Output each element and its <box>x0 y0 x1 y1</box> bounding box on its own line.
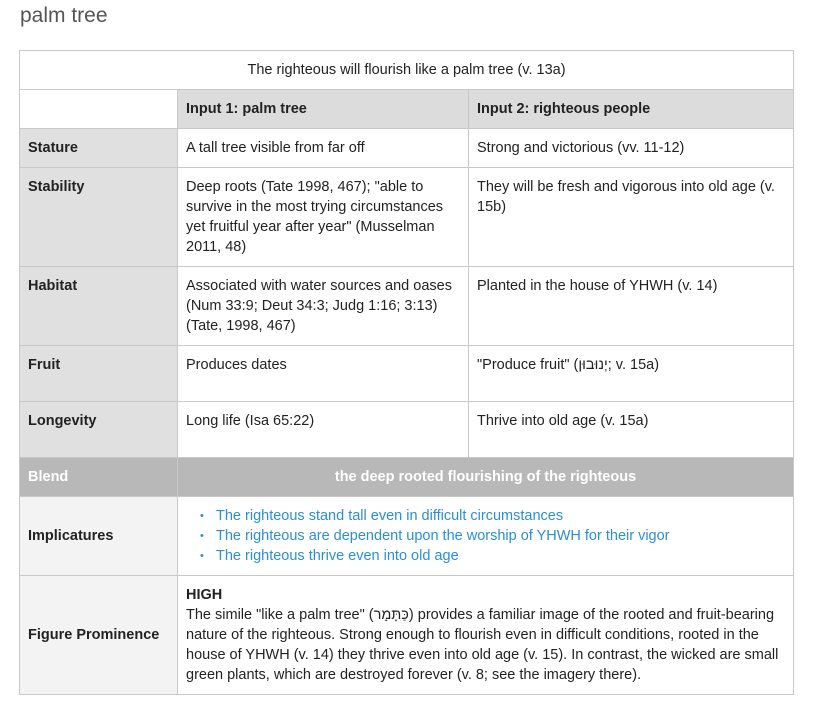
implicatures-cell <box>178 497 794 576</box>
input1-cell: Produces dates <box>178 346 469 402</box>
row-label: Stability <box>20 168 178 267</box>
input2-cell: Thrive into old age (v. 15a) <box>469 402 794 458</box>
blend-label: Blend <box>20 458 178 497</box>
row-label: Stature <box>20 129 178 168</box>
input2-cell: They will be fresh and vigorous into old age (v. 15b) <box>469 168 794 267</box>
blend-analysis-table <box>19 50 794 695</box>
input1-header: Input 1: palm tree <box>178 90 469 129</box>
blend-row <box>20 458 794 497</box>
input2-header: Input 2: righteous people <box>469 90 794 129</box>
implicatures-label: Implicatures <box>20 497 178 576</box>
row-label: Longevity <box>20 402 178 458</box>
implicatures-row <box>20 497 794 576</box>
table-row <box>20 129 794 168</box>
input1-cell: Associated with water sources and oases (Num 33:9; Deut 34:3; Judg 1:16; 3:13) (Tate, 1998, 467) <box>178 267 469 346</box>
prominence-label: Figure Prominence <box>20 576 178 695</box>
input2-cell: Strong and victorious (vv. 11-12) <box>469 129 794 168</box>
implicature-item[interactable]: • The righteous stand tall even in difficult circumstances <box>206 506 785 526</box>
prominence-level: HIGH <box>186 587 223 603</box>
blend-value: the deep rooted flourishing of the righteous <box>178 458 794 497</box>
row-label: Fruit <box>20 346 178 402</box>
row-label: Habitat <box>20 267 178 346</box>
prominence-row <box>20 576 794 695</box>
table-caption: The righteous will flourish like a palm tree (v. 13a) <box>20 51 794 90</box>
caption-row <box>20 51 794 90</box>
prominence-cell <box>178 576 794 695</box>
implicature-item[interactable]: • The righteous are dependent upon the worship of YHWH for their vigor <box>206 526 785 546</box>
page-title: palm tree <box>20 4 108 27</box>
input1-cell: Deep roots (Tate 1998, 467); "able to survive in the most trying circumstances yet fruitful year after year" (Musselman 2011, 48) <box>178 168 469 267</box>
table-row <box>20 168 794 267</box>
implicature-item[interactable]: • The righteous thrive even into old age <box>206 546 785 566</box>
input2-cell: Planted in the house of YHWH (v. 14) <box>469 267 794 346</box>
input1-cell: Long life (Isa 65:22) <box>178 402 469 458</box>
table-row <box>20 402 794 458</box>
implicatures-list <box>186 506 785 566</box>
input2-cell: "Produce fruit" (יְנוּבוּן; v. 15a) <box>469 346 794 402</box>
prominence-text: The simile "like a palm tree" (כַּתָּמָר) provides a familiar image of the rooted and fruit-bearing nature of the righteous. Strong enough to flourish even in difficult conditions, rooted in the house of YHWH (v. 14) they thrive even into old age (v. 15). In contrast, the wicked are small green plants, which are destroyed forever (v. 8; see the imagery there). <box>186 607 779 683</box>
table-row <box>20 346 794 402</box>
table-row <box>20 267 794 346</box>
header-empty-cell <box>20 90 178 129</box>
header-row <box>20 90 794 129</box>
input1-cell: A tall tree visible from far off <box>178 129 469 168</box>
